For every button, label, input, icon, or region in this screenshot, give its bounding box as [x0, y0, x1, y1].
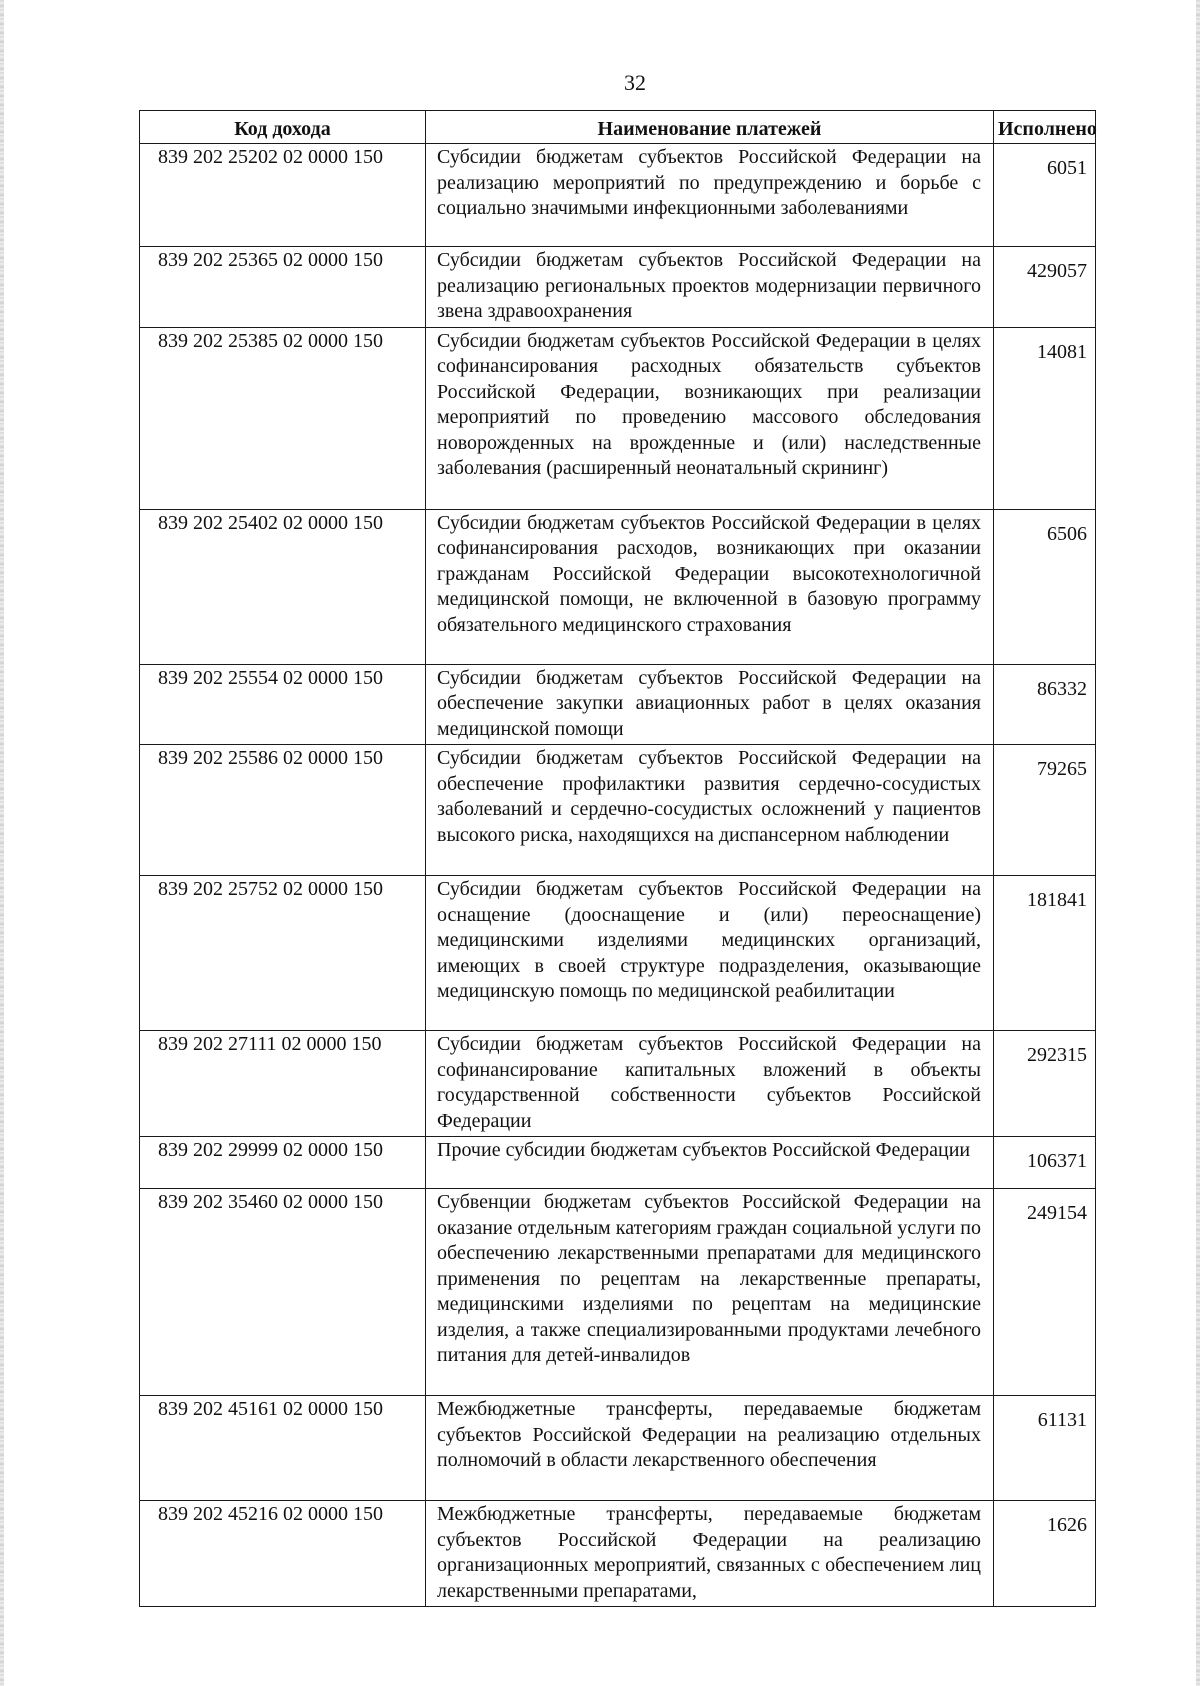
- income-code: 839 202 25752 02 0000 150: [140, 876, 426, 1031]
- payment-name: Субсидии бюджетам субъектов Российской Федерации на обеспечение закупки авиационных работ в целях оказания медицинской помощи: [426, 664, 994, 745]
- executed-amount: 106371: [994, 1137, 1096, 1189]
- income-code: 839 202 29999 02 0000 150: [140, 1137, 426, 1189]
- executed-amount: 292315: [994, 1031, 1096, 1137]
- payment-name: Межбюджетные трансферты, передаваемые бюджетам субъектов Российской Федерации на реализацию отдельных полномочий в области лекарственного обеспечения: [426, 1396, 994, 1501]
- table-row: [140, 1137, 1096, 1189]
- payment-name: Субсидии бюджетам субъектов Российской Федерации в целях софинансирования расходов, возникающих при оказании гражданам Российской Федерации высокотехнологичной медицинской помощи, не включенной в базовую программу обязательного медицинского страхования: [426, 509, 994, 664]
- income-code: 839 202 27111 02 0000 150: [140, 1031, 426, 1137]
- income-code: 839 202 25402 02 0000 150: [140, 509, 426, 664]
- income-code: 839 202 25202 02 0000 150: [140, 144, 426, 247]
- revenue-table: [139, 110, 1096, 1607]
- header-code: Код дохода: [140, 111, 426, 144]
- executed-amount: 86332: [994, 664, 1096, 745]
- executed-amount: 61131: [994, 1396, 1096, 1501]
- table-header-row: [140, 111, 1096, 144]
- executed-amount: 6051: [994, 144, 1096, 247]
- executed-amount: 6506: [994, 509, 1096, 664]
- payment-name: Прочие субсидии бюджетам субъектов Российской Федерации: [426, 1137, 994, 1189]
- income-code: 839 202 25385 02 0000 150: [140, 327, 426, 509]
- executed-amount: 79265: [994, 745, 1096, 876]
- executed-amount: 429057: [994, 247, 1096, 328]
- table-row: [140, 1396, 1096, 1501]
- income-code: 839 202 25586 02 0000 150: [140, 745, 426, 876]
- income-code: 839 202 45216 02 0000 150: [140, 1501, 426, 1607]
- page-number: 32: [624, 70, 646, 95]
- income-code: 839 202 25365 02 0000 150: [140, 247, 426, 328]
- table-row: [140, 1501, 1096, 1607]
- payment-name: Субсидии бюджетам субъектов Российской Федерации на реализацию мероприятий по предупреждению и борьбе с социально значимыми инфекционными заболеваниями: [426, 144, 994, 247]
- header-done: Исполнено: [994, 111, 1096, 144]
- table-row: [140, 664, 1096, 745]
- scan-edge-right: [1196, 0, 1200, 1686]
- table-row: [140, 144, 1096, 247]
- scan-edge-left: [0, 0, 4, 1686]
- table-row: [140, 876, 1096, 1031]
- payment-name: Субсидии бюджетам субъектов Российской Федерации на реализацию региональных проектов модернизации первичного звена здравоохранения: [426, 247, 994, 328]
- executed-amount: 14081: [994, 327, 1096, 509]
- table-row: [140, 247, 1096, 328]
- table-row: [140, 509, 1096, 664]
- income-code: 839 202 35460 02 0000 150: [140, 1189, 426, 1396]
- payment-name: Субсидии бюджетам субъектов Российской Федерации на оснащение (дооснащение и (или) переоснащение) медицинскими изделиями медицинских организаций, имеющих в своей структуре подразделения, оказывающие медицинскую помощь по медицинской реабилитации: [426, 876, 994, 1031]
- executed-amount: 181841: [994, 876, 1096, 1031]
- payment-name: Субсидии бюджетам субъектов Российской Федерации на софинансирование капитальных вложений в объекты государственной собственности субъектов Российской Федерации: [426, 1031, 994, 1137]
- executed-amount: 1626: [994, 1501, 1096, 1607]
- table-row: [140, 327, 1096, 509]
- executed-amount: 249154: [994, 1189, 1096, 1396]
- income-code: 839 202 45161 02 0000 150: [140, 1396, 426, 1501]
- payment-name: Межбюджетные трансферты, передаваемые бюджетам субъектов Российской Федерации на реализацию организационных мероприятий, связанных с обеспечением лиц лекарственными препаратами,: [426, 1501, 994, 1607]
- table-row: [140, 1189, 1096, 1396]
- payment-name: Субсидии бюджетам субъектов Российской Федерации в целях софинансирования расходных обязательств субъектов Российской Федерации, возникающих при реализации мероприятий по проведению массового обследования новорожденных на врожденные и (или) наследственные заболевания (расширенный неонатальный скрининг): [426, 327, 994, 509]
- header-name: Наименование платежей: [426, 111, 994, 144]
- table-row: [140, 745, 1096, 876]
- payment-name: Субвенции бюджетам субъектов Российской Федерации на оказание отдельным категориям граждан социальной услуги по обеспечению лекарственными препаратами для медицинского применения по рецептам на лекарственные препараты, медицинскими изделиями по рецептам на медицинские изделия, а также специализированными продуктами лечебного питания для детей-инвалидов: [426, 1189, 994, 1396]
- table-row: [140, 1031, 1096, 1137]
- income-code: 839 202 25554 02 0000 150: [140, 664, 426, 745]
- payment-name: Субсидии бюджетам субъектов Российской Федерации на обеспечение профилактики развития сердечно-сосудистых заболеваний и сердечно-сосудистых осложнений у пациентов высокого риска, находящихся на диспансерном наблюдении: [426, 745, 994, 876]
